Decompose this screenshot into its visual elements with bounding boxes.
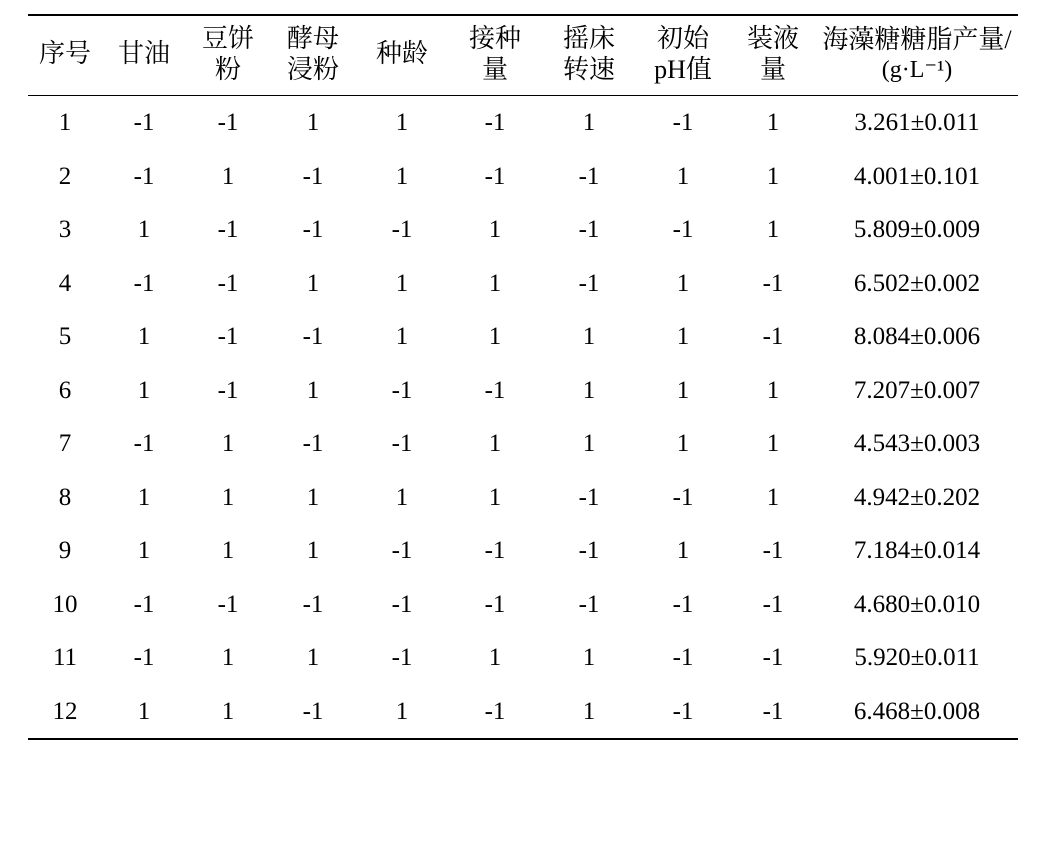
table-header-row bbox=[28, 15, 1018, 96]
cell-age: -1 bbox=[391, 644, 413, 672]
cell-yield: 4.001±0.101 bbox=[853, 162, 981, 190]
cell-yeast: 1 bbox=[306, 109, 320, 137]
cell-ph: -1 bbox=[636, 685, 730, 740]
cell-shake: -1 bbox=[578, 590, 600, 618]
cell-inoc: -1 bbox=[484, 537, 506, 565]
cell-ph: -1 bbox=[672, 590, 694, 618]
cell-inoc: -1 bbox=[484, 376, 506, 404]
cell-ph: 1 bbox=[676, 537, 690, 565]
table-row bbox=[28, 471, 1018, 525]
cell-yield: 4.543±0.003 bbox=[853, 430, 981, 458]
cell-shake: 1 bbox=[582, 109, 596, 137]
cell-yield: 4.680±0.010 bbox=[853, 590, 981, 618]
cell-ph: -1 bbox=[672, 216, 694, 244]
cell-inoc: -1 bbox=[484, 162, 506, 190]
cell-index: 12 bbox=[28, 685, 102, 740]
cell-vol: 1 bbox=[766, 376, 780, 404]
cell-yield: 5.920±0.011 bbox=[854, 644, 980, 672]
cell-age: -1 bbox=[391, 537, 413, 565]
table-row bbox=[28, 685, 1018, 740]
header-yeast-extract-powder bbox=[270, 15, 356, 96]
cell-vol: 1 bbox=[766, 483, 780, 511]
cell-ph: 1 bbox=[676, 376, 690, 404]
cell-index: 2 bbox=[58, 162, 72, 190]
cell-ph: 1 bbox=[676, 323, 690, 351]
cell-glycerol: 1 bbox=[137, 483, 151, 511]
header-bean-line2: 粉 bbox=[214, 54, 241, 84]
cell-bean: -1 bbox=[217, 590, 239, 618]
header-bean-line1: 豆饼 bbox=[201, 24, 254, 53]
cell-ph: 1 bbox=[676, 269, 690, 297]
cell-yeast: 1 bbox=[306, 537, 320, 565]
header-initial-ph bbox=[636, 15, 730, 96]
cell-bean: -1 bbox=[217, 216, 239, 244]
cell-glycerol: 1 bbox=[137, 216, 151, 244]
header-inoc-line2: 量 bbox=[481, 54, 508, 84]
table-row bbox=[28, 364, 1018, 418]
cell-glycerol: 1 bbox=[137, 323, 151, 351]
header-yield-line1: 海藻糖糖脂产量/ bbox=[822, 25, 1012, 55]
cell-vol: -1 bbox=[762, 644, 784, 672]
cell-vol: 1 bbox=[766, 216, 780, 244]
cell-yeast: -1 bbox=[302, 162, 324, 190]
cell-vol: 1 bbox=[766, 109, 780, 137]
cell-inoc: 1 bbox=[488, 269, 502, 297]
cell-shake: -1 bbox=[578, 269, 600, 297]
cell-index: 10 bbox=[52, 590, 78, 618]
header-inoculation-amount bbox=[448, 15, 542, 96]
cell-shake: -1 bbox=[578, 537, 600, 565]
cell-glycerol: -1 bbox=[133, 269, 155, 297]
cell-shake: 1 bbox=[582, 376, 596, 404]
cell-yeast: -1 bbox=[302, 323, 324, 351]
cell-inoc: -1 bbox=[484, 109, 506, 137]
header-seed-age-line1: 种龄 bbox=[375, 39, 428, 69]
table-row bbox=[28, 150, 1018, 204]
header-vol-line2: 量 bbox=[759, 54, 786, 84]
cell-yeast: 1 bbox=[306, 483, 320, 511]
cell-inoc: 1 bbox=[488, 323, 502, 351]
cell-yeast: 1 bbox=[306, 644, 320, 672]
cell-inoc: 1 bbox=[488, 216, 502, 244]
cell-yeast: -1 bbox=[302, 590, 324, 618]
cell-yield: 8.084±0.006 bbox=[853, 323, 981, 351]
cell-index: 1 bbox=[58, 109, 72, 137]
table-row bbox=[28, 96, 1018, 150]
cell-bean: -1 bbox=[217, 269, 239, 297]
cell-ph: -1 bbox=[672, 644, 694, 672]
cell-ph: 1 bbox=[676, 162, 690, 190]
table-row bbox=[28, 578, 1018, 632]
cell-glycerol: -1 bbox=[133, 644, 155, 672]
cell-bean: -1 bbox=[217, 109, 239, 137]
cell-glycerol: 1 bbox=[137, 376, 151, 404]
cell-index: 4 bbox=[58, 269, 72, 297]
cell-glycerol: -1 bbox=[133, 162, 155, 190]
header-yeast-line2: 浸粉 bbox=[286, 54, 339, 84]
table-row bbox=[28, 203, 1018, 257]
cell-age: 1 bbox=[395, 109, 409, 137]
cell-index: 9 bbox=[58, 537, 72, 565]
cell-index: 11 bbox=[52, 644, 78, 672]
cell-shake: 1 bbox=[582, 323, 596, 351]
cell-index: 8 bbox=[58, 483, 72, 511]
cell-shake: 1 bbox=[582, 430, 596, 458]
cell-yield: 6.502±0.002 bbox=[853, 269, 981, 297]
cell-bean: 1 bbox=[221, 537, 235, 565]
header-glycerol-line1: 甘油 bbox=[117, 39, 170, 69]
cell-yeast: -1 bbox=[302, 430, 324, 458]
cell-yeast: 1 bbox=[306, 376, 320, 404]
cell-ph: -1 bbox=[672, 483, 694, 511]
cell-age: 1 bbox=[395, 323, 409, 351]
table-body bbox=[28, 96, 1018, 740]
cell-yield: 6.468±0.008 bbox=[816, 685, 1018, 740]
cell-age: 1 bbox=[395, 162, 409, 190]
header-shake-line1: 摇床 bbox=[562, 24, 615, 53]
header-glycerol bbox=[102, 15, 186, 96]
cell-vol: -1 bbox=[730, 685, 816, 740]
cell-inoc: 1 bbox=[488, 430, 502, 458]
header-seed-age bbox=[356, 15, 448, 96]
cell-glycerol: -1 bbox=[133, 109, 155, 137]
header-index-line1: 序号 bbox=[38, 39, 91, 69]
cell-shake: -1 bbox=[578, 162, 600, 190]
header-yeast-line1: 酵母 bbox=[286, 24, 339, 53]
table-row bbox=[28, 417, 1018, 471]
header-trehalose-lipid-yield bbox=[816, 15, 1018, 96]
cell-yield: 3.261±0.011 bbox=[854, 109, 980, 137]
cell-ph: -1 bbox=[672, 109, 694, 137]
header-inoc-line1: 接种 bbox=[468, 24, 521, 53]
cell-inoc: -1 bbox=[484, 590, 506, 618]
cell-yeast: 1 bbox=[306, 269, 320, 297]
cell-inoc: -1 bbox=[448, 685, 542, 740]
cell-index: 6 bbox=[58, 376, 72, 404]
header-ph-line1: 初始 bbox=[656, 24, 709, 53]
cell-inoc: 1 bbox=[488, 644, 502, 672]
cell-vol: -1 bbox=[762, 537, 784, 565]
cell-glycerol: 1 bbox=[102, 685, 186, 740]
cell-vol: -1 bbox=[762, 323, 784, 351]
cell-index: 7 bbox=[58, 430, 72, 458]
experiment-design-table bbox=[28, 14, 1018, 740]
cell-yield: 4.942±0.202 bbox=[853, 483, 981, 511]
cell-age: 1 bbox=[395, 483, 409, 511]
cell-glycerol: -1 bbox=[133, 590, 155, 618]
cell-yield: 7.184±0.014 bbox=[853, 537, 981, 565]
table-header bbox=[28, 15, 1018, 96]
cell-yield: 7.207±0.007 bbox=[853, 376, 981, 404]
cell-vol: 1 bbox=[766, 430, 780, 458]
cell-yeast: -1 bbox=[270, 685, 356, 740]
cell-bean: 1 bbox=[186, 685, 270, 740]
header-index bbox=[28, 15, 102, 96]
cell-shake: 1 bbox=[582, 644, 596, 672]
header-shaker-speed bbox=[542, 15, 636, 96]
cell-shake: -1 bbox=[578, 483, 600, 511]
cell-age: 1 bbox=[356, 685, 448, 740]
cell-glycerol: -1 bbox=[133, 430, 155, 458]
table-row bbox=[28, 524, 1018, 578]
cell-bean: -1 bbox=[217, 323, 239, 351]
cell-age: -1 bbox=[391, 216, 413, 244]
cell-vol: -1 bbox=[762, 590, 784, 618]
cell-age: 1 bbox=[395, 269, 409, 297]
cell-index: 5 bbox=[58, 323, 72, 351]
cell-bean: 1 bbox=[221, 430, 235, 458]
cell-ph: 1 bbox=[676, 430, 690, 458]
cell-age: -1 bbox=[391, 590, 413, 618]
header-shake-line2: 转速 bbox=[562, 54, 615, 84]
header-bean-cake-powder bbox=[186, 15, 270, 96]
header-liquid-volume bbox=[730, 15, 816, 96]
cell-vol: -1 bbox=[762, 269, 784, 297]
document-page bbox=[0, 14, 1046, 844]
cell-age: -1 bbox=[391, 376, 413, 404]
cell-yeast: -1 bbox=[302, 216, 324, 244]
header-vol-line1: 装液 bbox=[746, 24, 799, 53]
cell-bean: -1 bbox=[217, 376, 239, 404]
cell-bean: 1 bbox=[221, 483, 235, 511]
cell-shake: -1 bbox=[578, 216, 600, 244]
cell-glycerol: 1 bbox=[137, 537, 151, 565]
cell-vol: 1 bbox=[766, 162, 780, 190]
cell-bean: 1 bbox=[221, 162, 235, 190]
table-row bbox=[28, 631, 1018, 685]
cell-inoc: 1 bbox=[488, 483, 502, 511]
cell-index: 3 bbox=[58, 216, 72, 244]
table-row bbox=[28, 310, 1018, 364]
cell-bean: 1 bbox=[221, 644, 235, 672]
header-ph-line2: pH值 bbox=[654, 54, 712, 84]
cell-yield: 5.809±0.009 bbox=[853, 216, 981, 244]
cell-shake: 1 bbox=[542, 685, 636, 740]
table-row bbox=[28, 257, 1018, 311]
cell-age: -1 bbox=[391, 430, 413, 458]
header-yield-line2: (g·L⁻¹) bbox=[881, 56, 953, 83]
